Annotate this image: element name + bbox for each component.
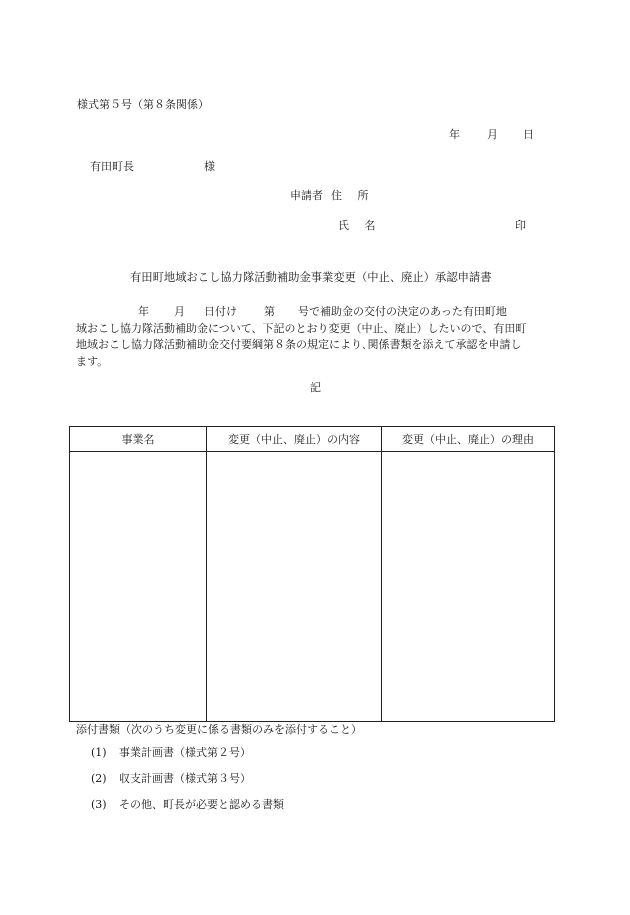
body-line-3: 地域おこし協力隊活動補助金交付要綱第８条の規定により､関係書類を添えて承認を申請し [76,338,522,351]
date-month: 月 [487,128,498,141]
body-line-1 [76,304,556,321]
document-title: 有田町地域おこし協力隊活動補助金事業変更（中止、廃止）承認申請書 [130,271,492,284]
attachment-item [91,798,284,811]
cell-project-name[interactable] [70,452,207,722]
change-table [69,426,555,722]
attachment-label: 事業計画書（様式第２号） [119,746,251,759]
addressee [90,160,215,173]
attachments-heading: 添付書類（次のうち変更に係る書類のみを添付すること） [76,723,362,736]
name-label: 氏 名 [338,219,382,232]
attachment-item [91,772,251,785]
attachment-number: (2) [91,772,107,785]
addressee-name: 有田町長 [90,160,134,173]
attachment-number: (1) [91,746,107,759]
attachment-label: 収支計画書（様式第３号） [119,772,251,785]
header-project-name: 事業名 [70,427,207,452]
cell-change-reason[interactable] [382,452,555,722]
ki-heading: 記 [310,381,321,394]
date-year: 年 [449,128,460,141]
applicant-address-row [290,189,375,202]
body-paragraph [76,304,556,370]
form-number: 様式第５号（第８条関係） [77,98,209,111]
attachment-label: その他、町長が必要と認める書類 [119,798,284,811]
header-change-content: 変更（中止、廃止）の内容 [207,427,382,452]
body-line-2: 域おこし協力隊活動補助金について、下記のとおり変更（中止、廃止）したいので、有田町 [76,321,527,335]
body-date-suffix: 日付け [204,305,237,318]
addressee-honorific: 様 [204,160,215,173]
seal-mark: 印 [515,219,526,232]
date-line [449,128,534,141]
address-label: 住 所 [331,189,375,202]
applicant-role: 申請者 [290,189,323,202]
table-row [70,452,555,722]
applicant-name-row [338,219,528,232]
attachment-number: (3) [91,798,107,811]
body-line-4: ます。 [76,354,109,368]
body-line-1-rest: 号で補助金の交付の決定のあった有田町地 [298,305,507,318]
body-dai: 第 [264,305,275,318]
header-change-reason: 変更（中止、廃止）の理由 [382,427,555,452]
body-year: 年 [138,305,149,318]
attachment-item [91,746,251,759]
body-month: 月 [174,305,185,318]
cell-change-content[interactable] [207,452,382,722]
table-header-row [70,427,555,452]
date-day: 日 [523,128,534,141]
